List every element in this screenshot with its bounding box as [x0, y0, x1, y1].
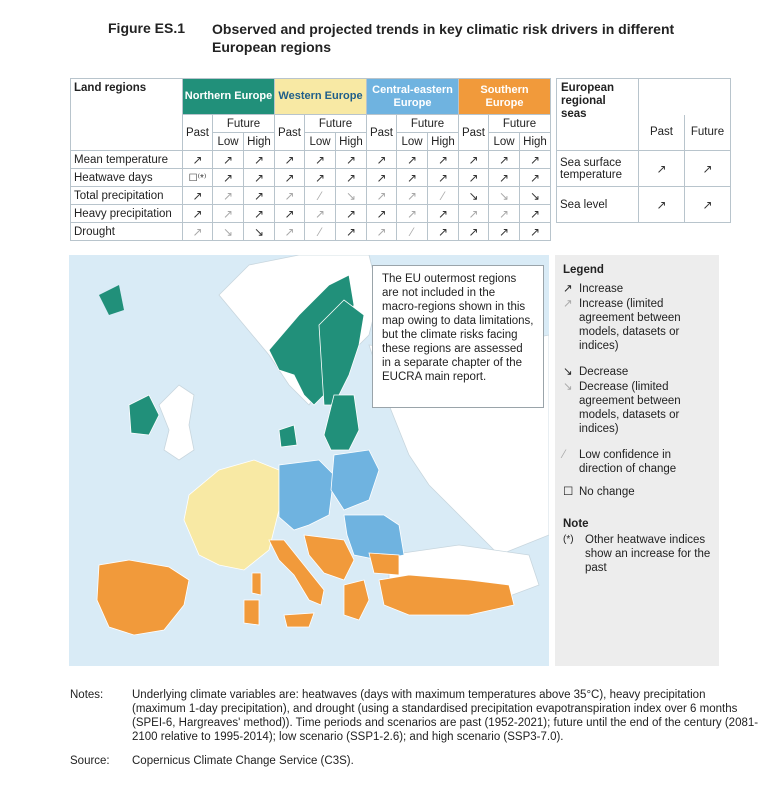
trend-cell — [336, 169, 367, 187]
trend-arrow: ↗ — [406, 152, 418, 167]
trend-arrow: ↗ — [222, 170, 234, 185]
col-low: Low — [213, 133, 244, 151]
col-past: Past — [367, 115, 397, 151]
trend-arrow: ↗ — [314, 170, 326, 185]
col-future: Future — [305, 115, 367, 133]
col-high: High — [244, 133, 275, 151]
note-item: (*) Other heatwave indices show an increase for the past — [563, 534, 711, 574]
trend-cell — [183, 187, 213, 205]
trend-cell — [305, 151, 336, 169]
legend-item-no-change: ☐ No change — [563, 486, 635, 498]
decrease-arrow-light-icon: ↘ — [563, 381, 573, 393]
trend-cell — [489, 223, 520, 241]
trend-arrow: ↗ — [498, 224, 510, 239]
col-future: Future — [397, 115, 459, 133]
trend-cell — [275, 187, 305, 205]
trend-arrow: ↗ — [253, 188, 265, 203]
trend-cell — [183, 205, 213, 223]
trend-cell — [428, 187, 459, 205]
trend-arrow: ↗ — [314, 152, 326, 167]
trend-arrow: ↗ — [468, 206, 479, 221]
col-future: Future — [489, 115, 551, 133]
col-low: Low — [489, 133, 520, 151]
trend-cell — [305, 205, 336, 223]
seas-row-label: Sea level — [557, 187, 639, 223]
seas-past-trend: ↗ — [639, 187, 685, 223]
trend-cell — [275, 169, 305, 187]
trend-arrow: ↗ — [192, 152, 203, 167]
row-label: Mean temperature — [71, 151, 183, 169]
outermost-regions-note: The EU outermost regions are not included in the macro-regions shown in this map owing to data limitations, but the climate risks facing these regions are assessed in a separate chapter of the EUCRA main report. — [372, 265, 544, 408]
trend-arrow: ↗ — [406, 188, 418, 203]
decrease-arrow-icon: ↘ — [563, 366, 573, 378]
trend-cell — [336, 187, 367, 205]
legend-item-decrease: ↘ Decrease — [563, 366, 629, 378]
trend-cell — [489, 187, 520, 205]
table-row — [71, 151, 731, 169]
trend-cell — [213, 187, 244, 205]
notes-section — [70, 688, 760, 778]
trend-arrow: ↗ — [437, 170, 449, 185]
trend-arrow: ↗ — [314, 206, 326, 221]
trend-arrow: ↗ — [222, 152, 234, 167]
row-label: Heatwave days — [71, 169, 183, 187]
trend-cell — [244, 223, 275, 241]
trend-cell — [520, 151, 551, 169]
trend-cell — [305, 223, 336, 241]
trend-cell — [520, 223, 551, 241]
land-regions-header: Land regions — [71, 79, 183, 151]
figure-label: Figure ES.1 — [108, 20, 186, 36]
legend-item-low-confidence: ⁄ Low confidence in direction of change — [563, 449, 677, 475]
seas-row-label: Sea surface temperature — [557, 151, 639, 187]
seas-future-trend: ↗ — [685, 187, 731, 223]
col-high: High — [428, 133, 459, 151]
region-southern: Southern Europe — [459, 79, 551, 115]
trend-cell — [459, 151, 489, 169]
trend-cell — [459, 205, 489, 223]
trend-arrow: ⁄ — [410, 224, 413, 239]
trend-arrow: ↘ — [498, 188, 510, 203]
trend-cell — [397, 151, 428, 169]
trend-cell — [183, 223, 213, 241]
trend-arrow: ↗ — [345, 224, 357, 239]
trend-arrow: ↗ — [529, 224, 541, 239]
trend-cell — [397, 169, 428, 187]
increase-arrow-icon: ↗ — [563, 283, 573, 295]
trend-arrow: ↗ — [376, 206, 387, 221]
trend-arrow: ↗ — [345, 170, 357, 185]
trend-arrow: ↘ — [468, 188, 479, 203]
trend-arrow: ↗ — [437, 206, 449, 221]
seas-future-trend: ↗ — [685, 151, 731, 187]
trend-cell — [336, 151, 367, 169]
trend-arrow: ↗ — [192, 206, 203, 221]
trend-cell — [397, 187, 428, 205]
trend-cell — [183, 151, 213, 169]
trend-arrow: ↗ — [529, 170, 541, 185]
col-past: Past — [275, 115, 305, 151]
trend-arrow: ⁄ — [318, 188, 321, 203]
trend-arrow: ↗ — [345, 206, 357, 221]
trend-cell — [489, 169, 520, 187]
trend-arrow: ☐⁽*⁾ — [188, 172, 207, 184]
col-low: Low — [397, 133, 428, 151]
trend-cell — [305, 187, 336, 205]
trend-cell — [459, 223, 489, 241]
increase-arrow-light-icon: ↗ — [563, 298, 573, 310]
seas-col-past: Past — [639, 115, 685, 151]
notes-text: Underlying climate variables are: heatwaves (days with maximum temperatures above 35°C), heavy precipitation (maximum 1-day precipitation), and drought (using a standardised precipitation evapotranspiration index over 6 months (SPEI-6, Hargreaves' method)). Time periods and scenarios are past (1952-2021); future until the end of the century (2081-2100 relative to 1995-2014); low scenario (SSP1-2.6); and high scenario (SSP3-7.0). — [132, 689, 759, 743]
trend-cell — [244, 169, 275, 187]
region-central-eastern: Central-eastern Europe — [367, 79, 459, 115]
trend-arrow: ↗ — [468, 170, 479, 185]
trend-cell — [520, 187, 551, 205]
trend-arrow: ↗ — [284, 170, 295, 185]
col-past: Past — [183, 115, 213, 151]
trend-arrow: ↗ — [529, 152, 541, 167]
table-row — [71, 223, 731, 241]
trend-arrow: ↗ — [222, 206, 234, 221]
figure-title: Observed and projected trends in key climatic risk drivers in different European regions — [212, 21, 675, 55]
trend-cell — [459, 187, 489, 205]
trend-arrow: ↗ — [192, 188, 203, 203]
trend-cell — [275, 223, 305, 241]
trend-arrow: ⁄ — [318, 224, 321, 239]
row-label: Drought — [71, 223, 183, 241]
trend-cell — [459, 169, 489, 187]
trend-arrow: ↘ — [253, 224, 265, 239]
trend-cell — [489, 151, 520, 169]
trend-arrow: ↗ — [222, 188, 234, 203]
note-title: Note — [563, 518, 589, 530]
legend-item-decrease-limited: ↘ Decrease (limited agreement between models, datasets or indices) — [563, 381, 681, 435]
trend-cell — [428, 223, 459, 241]
trend-arrow: ↗ — [406, 170, 418, 185]
col-high: High — [336, 133, 367, 151]
trend-arrow: ↗ — [437, 224, 449, 239]
legend-item-increase-limited: ↗ Increase (limited agreement between models, datasets or indices) — [563, 298, 681, 352]
trend-arrow: ↗ — [284, 188, 295, 203]
legend-title: Legend — [563, 264, 604, 276]
trend-arrow: ↗ — [529, 206, 541, 221]
square-icon: ☐ — [563, 486, 574, 498]
trend-cell — [367, 205, 397, 223]
trend-cell — [183, 169, 213, 187]
row-label: Total precipitation — [71, 187, 183, 205]
seas-past-trend: ↗ — [639, 151, 685, 187]
legend-panel — [555, 255, 719, 666]
trend-arrow: ↘ — [529, 188, 541, 203]
legend-item-increase: ↗ Increase — [563, 283, 624, 295]
trend-cell — [213, 151, 244, 169]
trend-cell — [244, 151, 275, 169]
col-low: Low — [305, 133, 336, 151]
col-future: Future — [213, 115, 275, 133]
trend-arrow: ↗ — [284, 206, 295, 221]
seas-header: European regional seas — [557, 79, 639, 151]
trend-arrow: ↗ — [376, 224, 387, 239]
source-text: Copernicus Climate Change Service (C3S). — [132, 755, 354, 767]
trend-arrow: ↘ — [345, 188, 357, 203]
trend-cell — [275, 205, 305, 223]
trend-cell — [244, 187, 275, 205]
row-label: Heavy precipitation — [71, 205, 183, 223]
trend-cell — [213, 169, 244, 187]
trend-cell — [428, 205, 459, 223]
table-row — [71, 187, 731, 205]
trend-arrow: ↘ — [222, 224, 234, 239]
trend-cell — [305, 169, 336, 187]
trend-cell — [336, 205, 367, 223]
trend-cell — [520, 205, 551, 223]
trend-arrow: ↗ — [437, 152, 449, 167]
trend-cell — [213, 223, 244, 241]
region-western: Western Europe — [275, 79, 367, 115]
trend-arrow: ↗ — [345, 152, 357, 167]
trend-arrow: ↗ — [253, 206, 265, 221]
trend-arrow: ↗ — [468, 152, 479, 167]
trend-cell — [367, 187, 397, 205]
trend-cell — [367, 223, 397, 241]
trend-cell — [275, 151, 305, 169]
trend-arrow: ↗ — [498, 152, 510, 167]
risk-table — [70, 78, 731, 241]
trend-arrow: ↗ — [498, 170, 510, 185]
trend-cell — [428, 169, 459, 187]
col-past: Past — [459, 115, 489, 151]
trend-cell — [367, 151, 397, 169]
trend-cell — [367, 169, 397, 187]
trend-arrow: ↗ — [376, 152, 387, 167]
trend-arrow: ↗ — [376, 170, 387, 185]
trend-arrow: ↗ — [284, 152, 295, 167]
trend-cell — [244, 205, 275, 223]
trend-cell — [397, 223, 428, 241]
region-northern: Northern Europe — [183, 79, 275, 115]
source-label: Source: — [70, 755, 110, 767]
asterisk-mark: (*) — [563, 534, 574, 545]
notes-label: Notes: — [70, 689, 104, 701]
trend-cell — [520, 169, 551, 187]
seas-col-future: Future — [685, 115, 731, 151]
trend-cell — [213, 205, 244, 223]
trend-arrow: ↗ — [192, 224, 203, 239]
trend-arrow: ↗ — [468, 224, 479, 239]
col-high: High — [520, 133, 551, 151]
trend-arrow: ↗ — [284, 224, 295, 239]
trend-cell — [397, 205, 428, 223]
trend-cell — [336, 223, 367, 241]
trend-arrow: ↗ — [406, 206, 418, 221]
slash-icon: ⁄ — [563, 449, 565, 461]
trend-arrow: ↗ — [253, 170, 265, 185]
trend-cell — [489, 205, 520, 223]
trend-arrow: ⁄ — [441, 188, 444, 203]
trend-arrow: ↗ — [376, 188, 387, 203]
trend-cell — [428, 151, 459, 169]
trend-arrow: ↗ — [253, 152, 265, 167]
trend-arrow: ↗ — [498, 206, 510, 221]
